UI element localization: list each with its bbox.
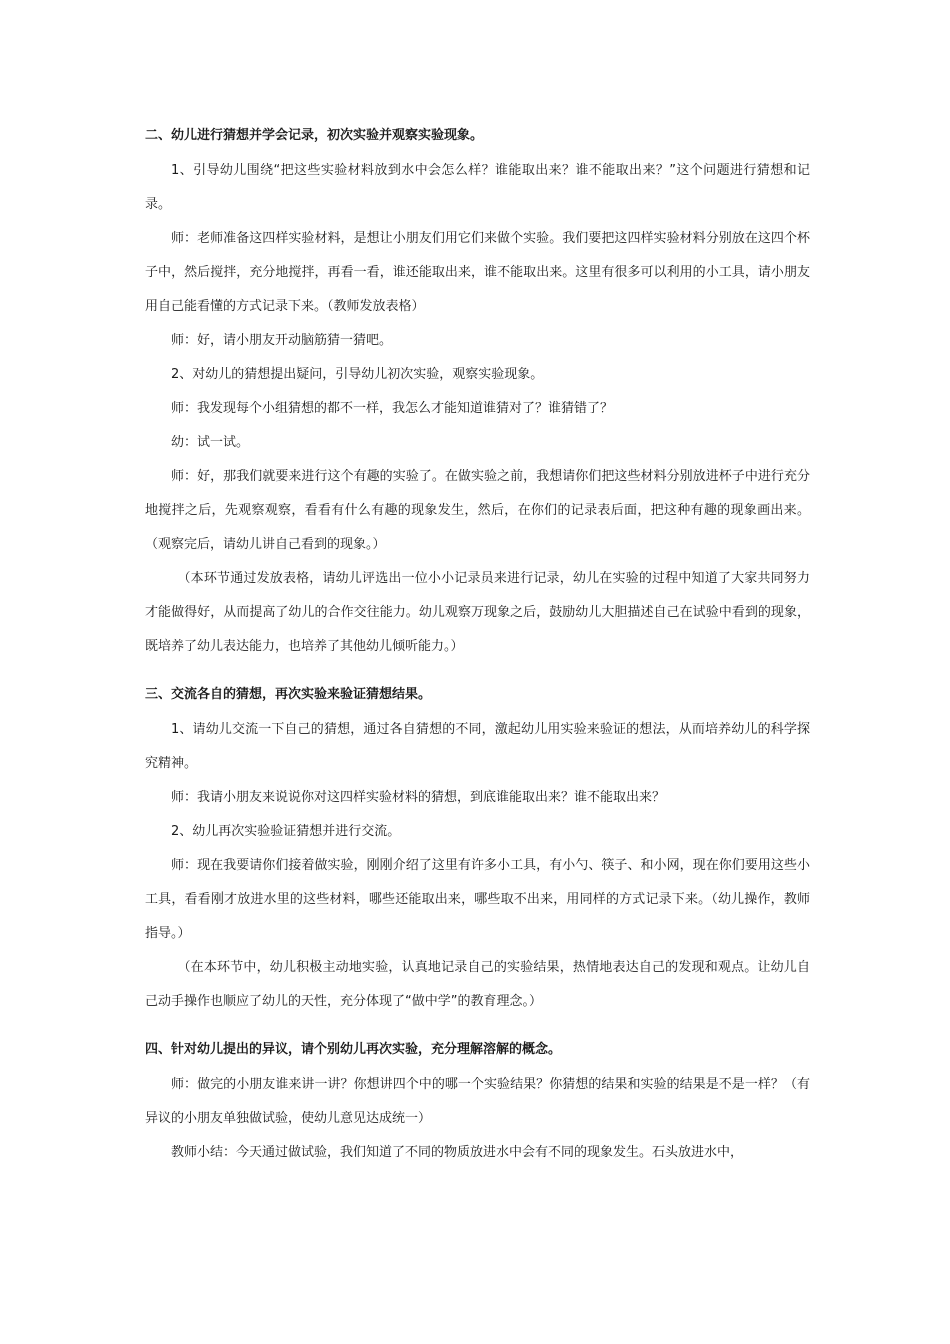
section-2	[145, 118, 810, 664]
section-3	[145, 677, 810, 1019]
document-page	[145, 118, 810, 1170]
paragraph: 1、请幼儿交流一下自己的猜想，通过各自猜想的不同，激起幼儿用实验来验证的想法，从而培养幼儿的科学探究精神。	[145, 722, 810, 771]
paragraph: 师：做完的小朋友谁来讲一讲？你想讲四个中的哪一个实验结果？你猜想的结果和实验的结果是不是一样？（有异议的小朋友单独做试验，使幼儿意见达成统一）	[145, 1077, 810, 1126]
paragraph: 师：好，那我们就要来进行这个有趣的实验了。在做实验之前，我想请你们把这些材料分别放进杯子中进行充分地搅拌之后，先观察观察，看看有什么有趣的现象发生，然后，在你们的记录表后面，把这种有趣的现象画出来。（观察完后，请幼儿讲自己看到的现象。）	[145, 469, 810, 552]
paragraph: 师：老师准备这四样实验材料，是想让小朋友们用它们来做个实验。我们要把这四样实验材料分别放在这四个杯子中，然后搅拌，充分地搅拌，再看一看，谁还能取出来，谁不能取出来。这里有很多可以利用的小工具，请小朋友用自己能看懂的方式记录下来。（教师发放表格）	[145, 231, 810, 314]
section-heading: 三、交流各自的猜想，再次实验来验证猜想结果。	[145, 687, 432, 702]
paragraph: 2、对幼儿的猜想提出疑问，引导幼儿初次实验，观察实验现象。	[171, 367, 544, 382]
commentary-paragraph: （本环节通过发放表格，请幼儿评选出一位小小记录员来进行记录，幼儿在实验的过程中知道了大家共同努力才能做得好，从而提高了幼儿的合作交往能力。幼儿观察万现象之后，鼓励幼儿大胆描述自己在试验中看到的现象，既培养了幼儿表达能力，也培养了其他幼儿倾听能力。）	[145, 571, 810, 654]
paragraph: 师：现在我要请你们接着做实验，刚刚介绍了这里有许多小工具，有小勺、筷子、和小网，现在你们要用这些小工具，看看刚才放进水里的这些材料，哪些还能取出来，哪些取不出来，用同样的方式记录下来。（幼儿操作，教师指导。）	[145, 858, 810, 941]
paragraph: 1、引导幼儿围绕“把这些实验材料放到水中会怎么样？谁能取出来？谁不能取出来？”这个问题进行猜想和记录。	[145, 163, 810, 212]
paragraph: 师：我发现每个小组猜想的都不一样，我怎么才能知道谁猜对了？谁猜错了？	[171, 401, 614, 416]
commentary-paragraph: （在本环节中，幼儿积极主动地实验，认真地记录自己的实验结果，热情地表达自己的发现和观点。让幼儿自己动手操作也顺应了幼儿的天性，充分体现了“做中学”的教育理念。）	[145, 960, 810, 1009]
paragraph: 师：我请小朋友来说说你对这四样实验材料的猜想，到底谁能取出来？谁不能取出来？	[171, 790, 666, 805]
paragraph: 幼：试一试。	[171, 435, 250, 450]
section-heading: 二、幼儿进行猜想并学会记录，初次实验并观察实验现象。	[145, 128, 484, 143]
section-4	[145, 1032, 810, 1170]
paragraph: 师：好，请小朋友开动脑筋猜一猜吧。	[171, 333, 393, 348]
section-heading: 四、针对幼儿提出的异议，请个别幼儿再次实验，充分理解溶解的概念。	[145, 1042, 562, 1057]
paragraph: 2、幼儿再次实验验证猜想并进行交流。	[171, 824, 401, 839]
paragraph: 教师小结：今天通过做试验，我们知道了不同的物质放进水中会有不同的现象发生。石头放进水中，	[171, 1145, 744, 1160]
